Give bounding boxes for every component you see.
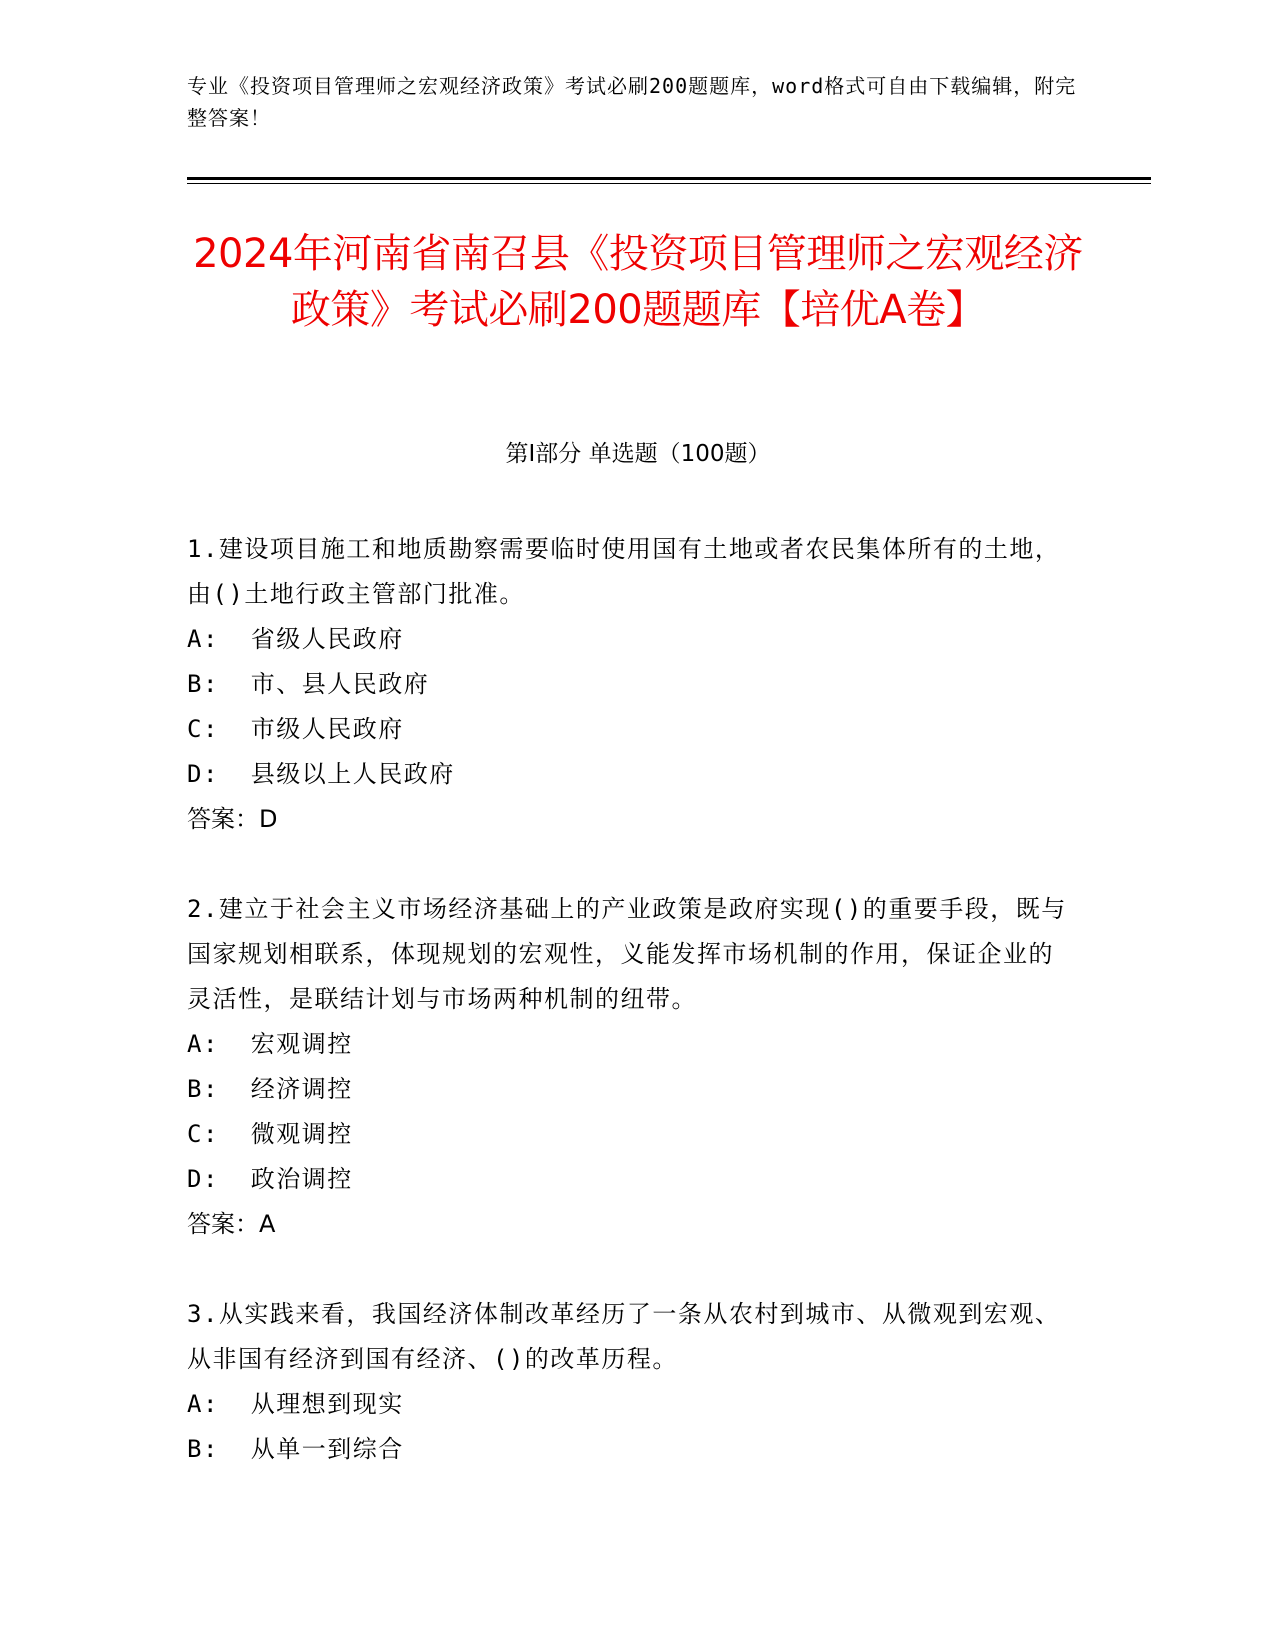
option-c: C: 市级人民政府: [187, 715, 404, 743]
option-c: C: 微观调控: [187, 1120, 353, 1148]
section-heading: 第I部分 单选题（100题）: [505, 441, 771, 467]
option-a: A: 从理想到现实: [187, 1390, 404, 1418]
question-stem: 1.建设项目施工和地质勘察需要临时使用国有土地或者农民集体所有的土地，由()土地行政主管部门批准。: [187, 535, 1061, 608]
question-list: [187, 527, 1067, 1517]
option-b: B: 经济调控: [187, 1075, 353, 1103]
option-a: A: 宏观调控: [187, 1030, 353, 1058]
option-a: A: 省级人民政府: [187, 625, 404, 653]
question-1: [187, 527, 1067, 842]
option-d: D: 县级以上人民政府: [187, 760, 455, 788]
header-note: 专业《投资项目管理师之宏观经济政策》考试必刷200题题库，word格式可自由下载编辑，附完整答案！: [187, 74, 1077, 130]
question-stem: 2.建立于社会主义市场经济基础上的产业政策是政府实现()的重要手段，既与国家规划相联系，体现规划的宏观性，义能发挥市场机制的作用，保证企业的灵活性，是联结计划与市场两种机制的纽带。: [187, 895, 1067, 1013]
document-title: 2024年河南省南召县《投资项目管理师之宏观经济政策》考试必刷200题题库【培优A卷】: [193, 231, 1083, 333]
option-b: B: 市、县人民政府: [187, 670, 430, 698]
header-divider-thick: [187, 177, 1151, 180]
question-stem: 3.从实践来看，我国经济体制改革经历了一条从农村到城市、从微观到宏观、从非国有经济到国有经济、()的改革历程。: [187, 1300, 1061, 1373]
question-3: [187, 1292, 1067, 1472]
option-b: B: 从单一到综合: [187, 1435, 404, 1463]
header-divider-thin: [187, 183, 1151, 184]
option-d: D: 政治调控: [187, 1165, 353, 1193]
answer-line: 答案：D: [187, 805, 278, 833]
answer-line: 答案：A: [187, 1210, 276, 1238]
question-2: [187, 887, 1067, 1247]
